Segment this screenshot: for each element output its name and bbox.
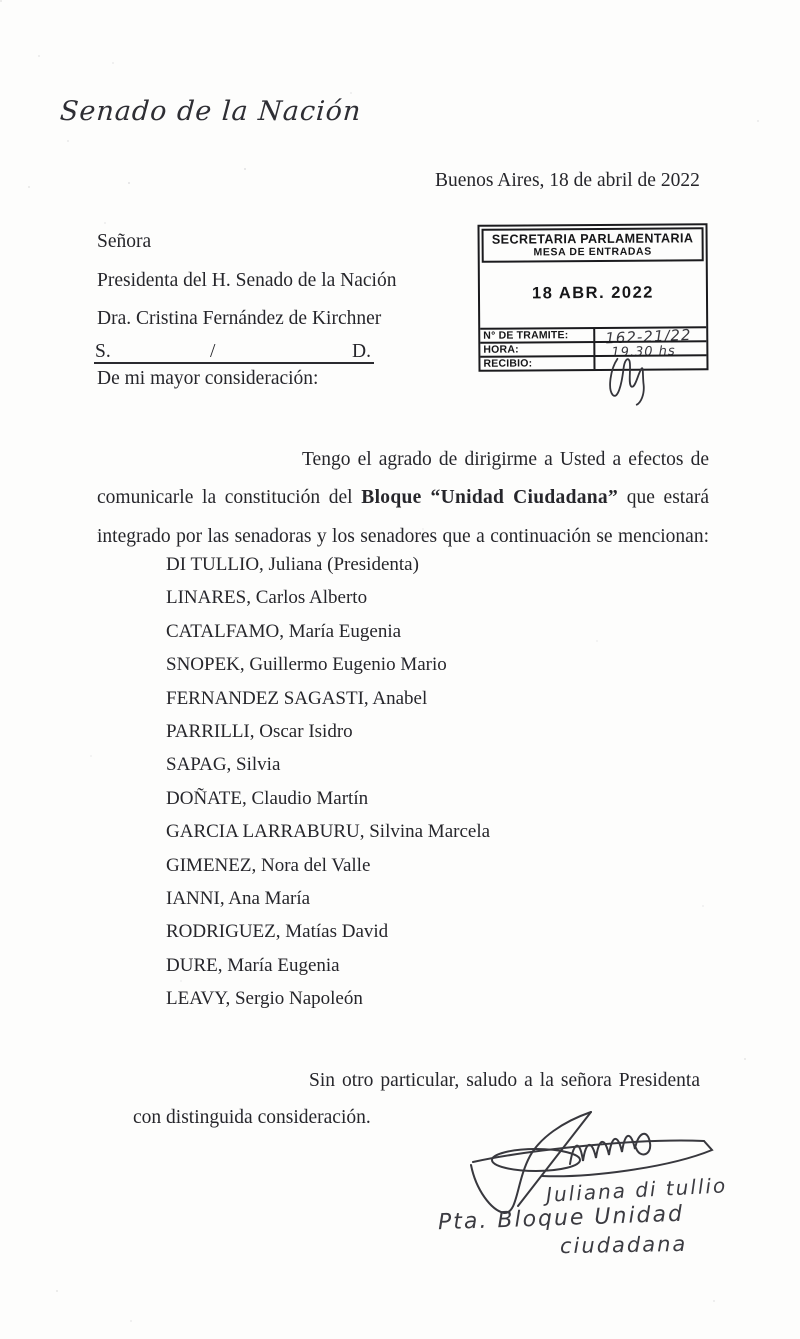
sd-left: S.: [95, 341, 111, 362]
body-text-before: Tengo el agrado de dirigirme a Usted a efectos de comunicarle la constitución del: [97, 448, 709, 508]
stamp-subtitle: MESA DE ENTRADAS: [533, 245, 652, 259]
senator-list-item: CATALFAMO, María Eugenia: [166, 620, 402, 642]
senator-list-item: LINARES, Carlos Alberto: [166, 587, 368, 609]
hora-label: HORA:: [480, 343, 595, 356]
stamp-row-hora: [480, 340, 706, 361]
hora-handwritten-value: 19.30 hs: [611, 343, 676, 361]
senator-list-item: SAPAG, Silvia: [166, 754, 281, 776]
closing-paragraph: Sin otro particular, saludo a la señora Presidenta con distinguida consideración.: [133, 1069, 700, 1128]
letterhead: Senado de la Nación: [58, 96, 363, 127]
tramite-label: N° DE TRAMITE:: [480, 329, 595, 342]
senators-list: [166, 548, 490, 1016]
greeting-line: De mi mayor consideración:: [97, 368, 319, 389]
senator-list-item: DURE, María Eugenia: [166, 954, 340, 976]
s-d-address-line: [94, 336, 374, 364]
stamp-row-tramite: [480, 325, 706, 348]
recipient-title: Presidenta del H. Senado de la Nación: [97, 270, 397, 291]
body-text-bold: Bloque “Unidad Ciudadana”: [361, 487, 619, 508]
senator-list-item: LEAVY, Sergio Napoleón: [166, 988, 363, 1010]
stamp-row-recibio: [480, 354, 706, 370]
senator-list-item: FERNANDEZ SAGASTI, Anabel: [166, 687, 428, 709]
stamp-header: [482, 227, 704, 263]
body-text-after: que estará integrado por las senadoras y los senadores que a continuación se mencionan:: [97, 487, 710, 547]
senator-list-item: DI TULLIO, Juliana (Presidenta): [166, 554, 419, 575]
recipient-name: Dra. Cristina Fernández de Kirchner: [97, 308, 382, 329]
senator-list-item: GIMENEZ, Nora del Valle: [166, 854, 371, 876]
senator-list-item: DOÑATE, Claudio Martín: [166, 787, 369, 809]
dateline: Buenos Aires, 18 de abril de 2022: [435, 170, 700, 191]
senator-list-item: SNOPEK, Guillermo Eugenio Mario: [166, 654, 447, 676]
signature-name-handwriting: Juliana di tullio: [545, 1173, 728, 1207]
signature-role-line2: ciudadana: [559, 1231, 688, 1259]
body-paragraph: [97, 441, 709, 557]
senator-list-item: IANNI, Ana María: [166, 888, 311, 910]
sd-right: D.: [352, 341, 371, 362]
senator-list-item: RODRIGUEZ, Matías David: [166, 921, 389, 943]
mesa-de-entradas-stamp: [477, 223, 708, 372]
stamp-title: SECRETARIA PARLAMENTARIA: [491, 230, 694, 247]
senator-list-item: GARCIA LARRABURU, Silvina Marcela: [166, 821, 491, 843]
stamp-fields: [480, 326, 706, 370]
tramite-handwritten-value: 162-21/22: [604, 325, 692, 348]
recibido-initials-signature-icon: [603, 355, 663, 407]
recipient-salutation: Señora: [97, 231, 152, 252]
sd-separator: /: [210, 341, 216, 362]
signature-role-line1: Pta. Bloque Unidad: [437, 1201, 685, 1236]
recibio-label: RECIBIO:: [480, 357, 595, 370]
stamp-date: 18 ABR. 2022: [531, 283, 654, 303]
senator-list-item: PARRILLI, Oscar Isidro: [166, 721, 353, 743]
